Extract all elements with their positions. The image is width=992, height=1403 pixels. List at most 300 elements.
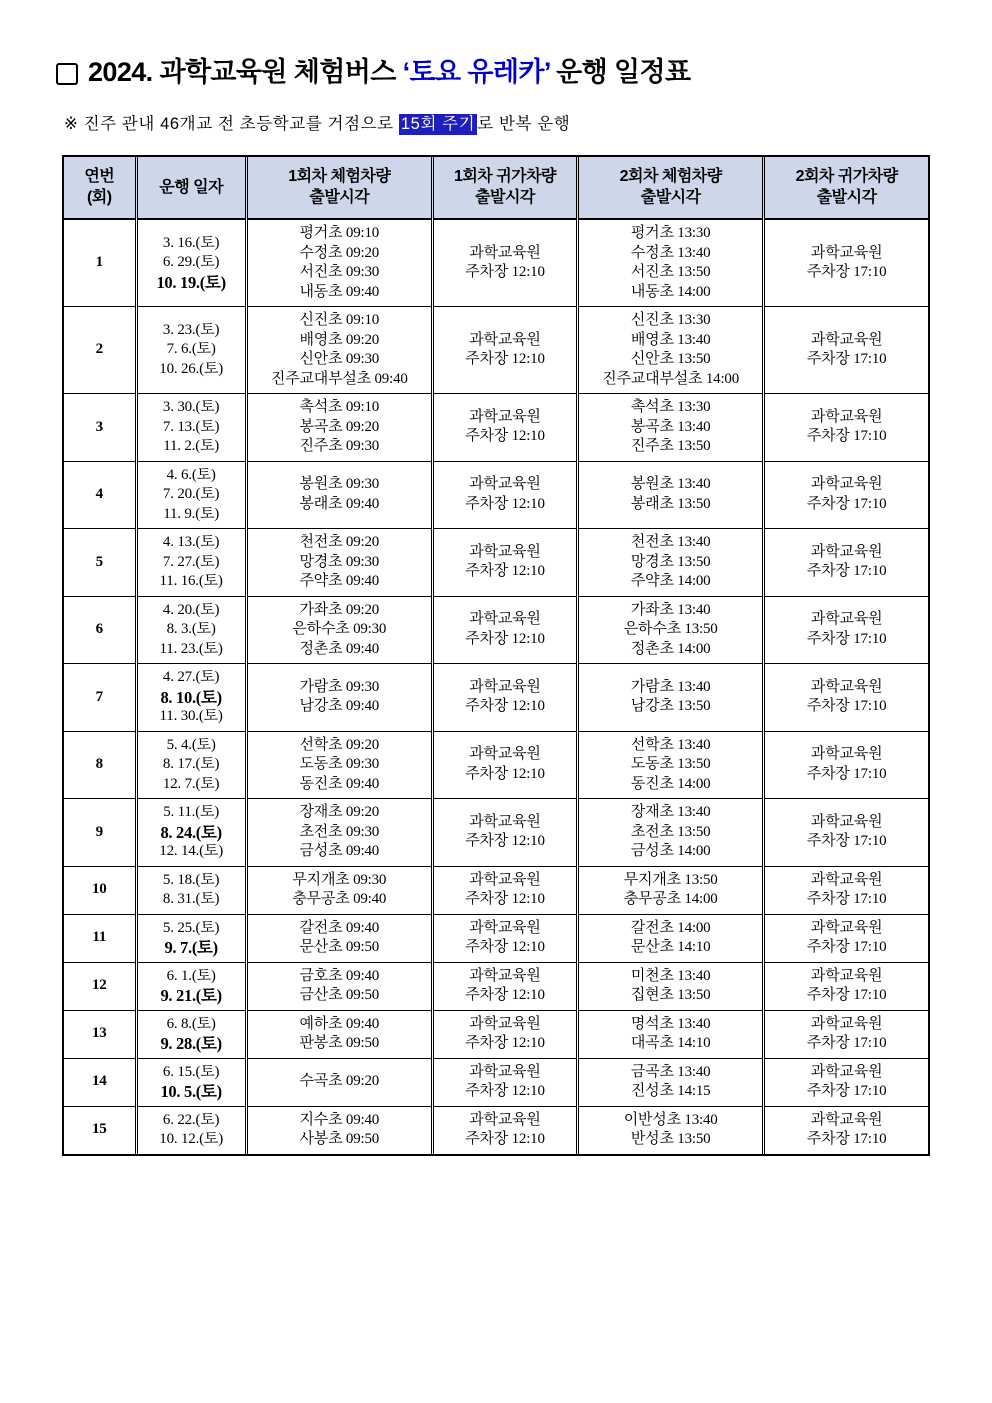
trip1-departure-line: 서진초 09:30 bbox=[299, 264, 380, 280]
trip1-departure-line: 신안초 09:30 bbox=[299, 351, 380, 367]
operation-dates bbox=[136, 1106, 246, 1154]
trip1-departure bbox=[246, 307, 432, 394]
row-number: 3 bbox=[64, 394, 136, 462]
column-header-line2: 출발시각 bbox=[475, 189, 535, 206]
trip1-departure-line: 갈전초 09:40 bbox=[299, 919, 380, 936]
trip2-departure-line: 배영초 13:40 bbox=[630, 331, 711, 348]
column-header-line1: 1회차 체험차량 bbox=[288, 168, 391, 185]
trip1-departure bbox=[246, 596, 432, 664]
trip2-return-line: 과학교육원 bbox=[810, 678, 883, 695]
operation-date: 6. 29.(토) bbox=[162, 254, 220, 271]
trip1-departure-line: 봉곡초 09:20 bbox=[299, 418, 380, 435]
trip1-return-line: 주차장 12:10 bbox=[465, 428, 545, 445]
trip2-return bbox=[764, 731, 928, 799]
operation-date: 3. 30.(토) bbox=[162, 399, 220, 415]
trip2-departure bbox=[578, 461, 764, 529]
trip1-return-line: 과학교육원 bbox=[469, 543, 541, 560]
trip2-return-line: 주차장 17:10 bbox=[806, 891, 887, 907]
trip1-departure-line: 평거초 09:10 bbox=[299, 225, 380, 241]
operation-date: 8. 17.(토) bbox=[162, 756, 220, 772]
operation-date: 10. 19.(토) bbox=[156, 272, 226, 292]
trip2-departure bbox=[578, 1106, 764, 1154]
operation-date: 11. 9.(토) bbox=[163, 505, 220, 522]
trip1-departure-line: 장재초 09:20 bbox=[299, 804, 380, 820]
operation-date: 5. 18.(토) bbox=[162, 871, 220, 888]
trip1-return-line: 과학교육원 bbox=[469, 746, 541, 763]
row-number: 9 bbox=[64, 799, 136, 867]
table-row bbox=[64, 962, 928, 1010]
trip1-return bbox=[432, 1106, 577, 1154]
operation-dates bbox=[136, 461, 246, 529]
trip2-departure-line: 진주초 13:50 bbox=[630, 438, 711, 454]
trip2-departure bbox=[578, 866, 764, 914]
trip2-departure-line: 남강초 13:50 bbox=[630, 698, 711, 715]
trip2-return-line: 주차장 17:10 bbox=[806, 698, 887, 715]
title-suffix: 운행 일정표 bbox=[549, 57, 691, 87]
trip2-departure bbox=[578, 307, 764, 394]
trip1-return-line: 주차장 12:10 bbox=[465, 1131, 545, 1147]
trip2-departure-line: 내동초 14:00 bbox=[630, 283, 711, 300]
trip2-return-line: 주차장 17:10 bbox=[806, 1083, 887, 1099]
trip1-departure-line: 동진초 09:40 bbox=[299, 775, 380, 792]
trip2-return-line: 주차장 17:10 bbox=[806, 939, 887, 955]
trip1-departure bbox=[246, 1058, 432, 1106]
operation-dates bbox=[136, 866, 246, 914]
trip1-return-line: 주차장 12:10 bbox=[465, 1083, 545, 1099]
trip1-departure-line: 정촌초 09:40 bbox=[299, 640, 380, 657]
table-row bbox=[64, 307, 928, 394]
operation-date: 7. 27.(토) bbox=[162, 553, 220, 570]
trip2-departure-line: 신안초 13:50 bbox=[630, 351, 711, 367]
trip1-return-line: 주차장 12:10 bbox=[465, 765, 545, 782]
trip1-departure-line: 예하초 09:40 bbox=[299, 1015, 380, 1032]
trip1-return-line: 주차장 12:10 bbox=[465, 351, 545, 367]
trip2-return-line: 과학교육원 bbox=[810, 746, 883, 763]
trip2-departure-line: 대곡초 14:10 bbox=[630, 1035, 711, 1051]
trip1-departure-line: 수곡초 09:20 bbox=[299, 1073, 380, 1090]
column-header-line2: 출발시각 bbox=[640, 189, 701, 206]
operation-date: 6. 8.(토) bbox=[166, 1015, 216, 1032]
operation-date: 10. 12.(토) bbox=[159, 1131, 223, 1147]
trip1-return-line: 주차장 12:10 bbox=[465, 987, 545, 1003]
trip1-return bbox=[432, 529, 577, 597]
trip2-return-line: 주차장 17:10 bbox=[806, 428, 887, 445]
trip1-departure bbox=[246, 914, 432, 962]
trip2-return-line: 주차장 17:10 bbox=[806, 351, 887, 367]
row-number: 12 bbox=[64, 962, 136, 1010]
column-header-0 bbox=[64, 157, 136, 219]
page-title-text bbox=[88, 56, 690, 88]
trip1-departure-line: 초전초 09:30 bbox=[299, 823, 380, 840]
trip1-return bbox=[432, 962, 577, 1010]
subtitle-highlight: 15회 주기 bbox=[400, 115, 476, 133]
operation-date: 10. 5.(토) bbox=[160, 1082, 222, 1101]
trip1-departure bbox=[246, 1010, 432, 1058]
trip1-departure bbox=[246, 731, 432, 799]
table-row bbox=[64, 914, 928, 962]
trip2-departure-line: 선학초 13:40 bbox=[630, 736, 711, 753]
trip2-return bbox=[764, 664, 928, 732]
trip2-departure-line: 촉석초 13:30 bbox=[630, 399, 711, 415]
row-number: 13 bbox=[64, 1010, 136, 1058]
trip2-departure bbox=[578, 394, 764, 462]
trip2-return bbox=[764, 866, 928, 914]
column-header-4 bbox=[578, 157, 764, 219]
trip1-return bbox=[432, 731, 577, 799]
trip1-departure-line: 판봉초 09:50 bbox=[299, 1035, 380, 1051]
trip1-return-line: 과학교육원 bbox=[469, 331, 541, 348]
trip1-departure bbox=[246, 664, 432, 732]
trip2-return-line: 주차장 17:10 bbox=[806, 495, 887, 512]
trip2-return-line: 과학교육원 bbox=[810, 611, 883, 628]
trip1-departure bbox=[246, 461, 432, 529]
trip1-return-line: 과학교육원 bbox=[469, 1111, 541, 1128]
trip1-return-line: 과학교육원 bbox=[469, 871, 541, 888]
trip2-return-line: 과학교육원 bbox=[810, 476, 883, 493]
trip1-departure-line: 은하수초 09:30 bbox=[292, 621, 387, 637]
page-title bbox=[56, 56, 690, 88]
trip1-departure-line: 망경초 09:30 bbox=[299, 553, 380, 570]
trip2-departure-line: 정촌초 14:00 bbox=[630, 640, 711, 657]
table-header bbox=[64, 157, 928, 219]
trip2-return bbox=[764, 799, 928, 867]
operation-dates bbox=[136, 307, 246, 394]
trip2-departure-line: 가좌초 13:40 bbox=[630, 601, 711, 618]
trip2-departure bbox=[578, 1058, 764, 1106]
trip2-departure bbox=[578, 731, 764, 799]
operation-date: 3. 23.(토) bbox=[162, 321, 220, 338]
trip2-departure-line: 진주교대부설초 14:00 bbox=[602, 370, 740, 387]
trip1-return bbox=[432, 799, 577, 867]
column-header-line2: 출발시각 bbox=[816, 189, 877, 206]
trip1-return-line: 과학교육원 bbox=[469, 919, 541, 936]
row-number: 5 bbox=[64, 529, 136, 597]
trip2-departure bbox=[578, 219, 764, 307]
operation-dates bbox=[136, 1010, 246, 1058]
trip2-return-line: 과학교육원 bbox=[810, 1063, 883, 1080]
table-row bbox=[64, 799, 928, 867]
operation-date: 6. 15.(토) bbox=[162, 1063, 220, 1080]
trip1-return bbox=[432, 914, 577, 962]
trip1-departure bbox=[246, 394, 432, 462]
trip2-return bbox=[764, 394, 928, 462]
trip2-return bbox=[764, 1058, 928, 1106]
trip1-departure-line: 가좌초 09:20 bbox=[299, 601, 380, 618]
trip2-departure-line: 진성초 14:15 bbox=[630, 1083, 711, 1099]
trip1-return bbox=[432, 461, 577, 529]
table-body bbox=[64, 219, 928, 1154]
trip1-return-line: 과학교육원 bbox=[469, 408, 541, 425]
operation-date: 12. 14.(토) bbox=[159, 843, 223, 859]
trip2-return-line: 과학교육원 bbox=[810, 543, 883, 560]
trip1-departure-line: 충무공초 09:40 bbox=[292, 891, 387, 907]
operation-dates bbox=[136, 1058, 246, 1106]
column-header-line1: 1회차 귀가차량 bbox=[453, 168, 557, 185]
column-header-line1: 2회차 체험차량 bbox=[619, 168, 722, 185]
trip1-return bbox=[432, 1010, 577, 1058]
trip1-departure-line: 무지개초 09:30 bbox=[292, 871, 387, 888]
trip1-return-line: 과학교육원 bbox=[469, 678, 541, 695]
trip1-return-line: 주차장 12:10 bbox=[465, 630, 545, 647]
trip2-departure-line: 봉원초 13:40 bbox=[630, 476, 711, 493]
operation-date: 4. 6.(토) bbox=[166, 466, 216, 483]
trip1-departure-line: 진주초 09:30 bbox=[299, 438, 380, 454]
table-row bbox=[64, 1010, 928, 1058]
title-prefix: 2024. 과학교육원 체험버스 bbox=[88, 57, 403, 87]
trip2-departure-line: 주약초 14:00 bbox=[630, 573, 711, 589]
trip2-return bbox=[764, 461, 928, 529]
operation-date: 6. 1.(토) bbox=[166, 967, 216, 984]
subtitle-before: ※ 진주 관내 46개교 전 초등학교를 거점으로 bbox=[64, 115, 399, 133]
operation-date: 8. 24.(토) bbox=[160, 822, 222, 842]
trip2-departure bbox=[578, 596, 764, 664]
trip1-return-line: 주차장 12:10 bbox=[465, 891, 545, 907]
trip1-departure-line: 가람초 09:30 bbox=[299, 678, 380, 695]
trip1-return bbox=[432, 866, 577, 914]
trip1-departure bbox=[246, 799, 432, 867]
trip2-return bbox=[764, 596, 928, 664]
trip1-return-line: 과학교육원 bbox=[469, 476, 541, 493]
operation-date: 4. 20.(토) bbox=[162, 601, 220, 618]
subtitle-after: 로 반복 운행 bbox=[477, 115, 571, 133]
trip1-return-line: 주차장 12:10 bbox=[465, 939, 545, 955]
operation-dates bbox=[136, 394, 246, 462]
trip1-departure-line: 금성초 09:40 bbox=[299, 843, 380, 859]
trip2-return-line: 주차장 17:10 bbox=[806, 630, 887, 647]
table-row bbox=[64, 596, 928, 664]
trip1-return bbox=[432, 394, 577, 462]
trip2-departure-line: 평거초 13:30 bbox=[630, 225, 711, 241]
trip2-departure-line: 수정초 13:40 bbox=[630, 244, 711, 261]
trip1-departure-line: 선학초 09:20 bbox=[299, 736, 380, 753]
trip2-return bbox=[764, 962, 928, 1010]
row-number: 6 bbox=[64, 596, 136, 664]
column-header-line2: 출발시각 bbox=[309, 189, 370, 206]
operation-date: 11. 16.(토) bbox=[159, 573, 223, 589]
trip2-return-line: 주차장 17:10 bbox=[806, 264, 887, 280]
trip2-departure-line: 장재초 13:40 bbox=[630, 804, 711, 820]
operation-dates bbox=[136, 731, 246, 799]
operation-date: 10. 26.(토) bbox=[159, 360, 223, 377]
trip2-return bbox=[764, 307, 928, 394]
trip2-departure-line: 도동초 13:50 bbox=[630, 756, 711, 772]
trip1-departure-line: 금산초 09:50 bbox=[299, 987, 380, 1003]
operation-date: 5. 25.(토) bbox=[162, 919, 220, 936]
trip1-return-line: 주차장 12:10 bbox=[465, 1035, 545, 1051]
column-header-line1: 운행 일자 bbox=[159, 178, 224, 196]
trip1-departure-line: 촉석초 09:10 bbox=[299, 399, 380, 415]
trip2-departure-line: 충무공초 14:00 bbox=[623, 891, 718, 907]
trip1-return-line: 과학교육원 bbox=[469, 813, 541, 830]
trip1-departure bbox=[246, 1106, 432, 1154]
title-accent: ‘토요 유레카’ bbox=[402, 57, 550, 87]
trip2-departure bbox=[578, 914, 764, 962]
trip1-return-line: 과학교육원 bbox=[469, 967, 541, 984]
trip2-return bbox=[764, 1010, 928, 1058]
column-header-2 bbox=[246, 157, 432, 219]
trip2-return-line: 과학교육원 bbox=[810, 244, 883, 261]
trip1-departure bbox=[246, 866, 432, 914]
trip2-return-line: 주차장 17:10 bbox=[806, 765, 887, 782]
trip2-departure-line: 서진초 13:50 bbox=[630, 264, 711, 280]
trip2-return bbox=[764, 1106, 928, 1154]
trip1-return-line: 주차장 12:10 bbox=[465, 833, 545, 850]
table-row bbox=[64, 529, 928, 597]
trip1-departure-line: 도동초 09:30 bbox=[299, 756, 380, 772]
table-row bbox=[64, 866, 928, 914]
row-number: 7 bbox=[64, 664, 136, 732]
trip1-return-line: 주차장 12:10 bbox=[465, 698, 545, 715]
trip2-return-line: 과학교육원 bbox=[810, 1111, 883, 1128]
operation-date: 5. 4.(토) bbox=[166, 736, 216, 753]
trip1-departure bbox=[246, 962, 432, 1010]
operation-date: 6. 22.(토) bbox=[162, 1111, 220, 1128]
trip1-departure-line: 금호초 09:40 bbox=[299, 967, 380, 984]
table-header-row bbox=[64, 157, 928, 219]
schedule-table bbox=[64, 157, 928, 1154]
trip2-departure bbox=[578, 664, 764, 732]
trip2-departure-line: 반성초 13:50 bbox=[630, 1131, 711, 1147]
operation-dates bbox=[136, 664, 246, 732]
table-row bbox=[64, 1106, 928, 1154]
operation-date: 9. 28.(토) bbox=[160, 1034, 222, 1053]
trip1-return-line: 주차장 12:10 bbox=[465, 264, 545, 280]
trip2-departure-line: 초전초 13:50 bbox=[630, 823, 711, 840]
empty-square-icon bbox=[56, 63, 78, 85]
table-row bbox=[64, 394, 928, 462]
trip2-departure-line: 금곡초 13:40 bbox=[630, 1063, 711, 1080]
row-number: 8 bbox=[64, 731, 136, 799]
table-row bbox=[64, 461, 928, 529]
trip1-return-line: 과학교육원 bbox=[469, 244, 541, 261]
trip2-return-line: 주차장 17:10 bbox=[806, 563, 887, 580]
trip1-return bbox=[432, 664, 577, 732]
trip2-departure-line: 집현초 13:50 bbox=[630, 987, 711, 1003]
operation-dates bbox=[136, 962, 246, 1010]
trip1-departure-line: 진주교대부설초 09:40 bbox=[270, 370, 408, 387]
operation-date: 4. 27.(토) bbox=[162, 669, 220, 685]
trip2-return bbox=[764, 219, 928, 307]
trip2-departure bbox=[578, 799, 764, 867]
trip2-return-line: 과학교육원 bbox=[810, 1015, 883, 1032]
operation-date: 9. 7.(토) bbox=[164, 938, 218, 957]
column-header-3 bbox=[432, 157, 577, 219]
trip2-return-line: 주차장 17:10 bbox=[806, 987, 887, 1003]
trip2-departure bbox=[578, 1010, 764, 1058]
trip1-departure-line: 봉래초 09:40 bbox=[299, 495, 380, 512]
trip1-return bbox=[432, 307, 577, 394]
operation-date: 3. 16.(토) bbox=[162, 234, 220, 251]
trip1-departure-line: 남강초 09:40 bbox=[299, 698, 380, 715]
trip2-departure-line: 갈전초 14:00 bbox=[630, 919, 711, 936]
table-row bbox=[64, 1058, 928, 1106]
trip2-departure-line: 동진초 14:00 bbox=[630, 775, 711, 792]
trip1-departure-line: 배영초 09:20 bbox=[299, 331, 380, 348]
trip2-return-line: 과학교육원 bbox=[810, 919, 883, 936]
operation-date: 9. 21.(토) bbox=[160, 986, 222, 1005]
trip1-departure-line: 신진초 09:10 bbox=[299, 312, 380, 328]
operation-date: 8. 3.(토) bbox=[166, 621, 216, 637]
trip2-return-line: 주차장 17:10 bbox=[806, 833, 887, 850]
trip1-departure-line: 주약초 09:40 bbox=[299, 573, 380, 589]
operation-dates bbox=[136, 914, 246, 962]
operation-date: 11. 30.(토) bbox=[159, 708, 223, 724]
trip2-departure-line: 이반성초 13:40 bbox=[623, 1111, 718, 1128]
trip1-departure-line: 문산초 09:50 bbox=[299, 939, 380, 955]
operation-date: 11. 2.(토) bbox=[163, 438, 220, 454]
trip1-return-line: 과학교육원 bbox=[469, 1063, 541, 1080]
table-row bbox=[64, 731, 928, 799]
trip2-departure-line: 금성초 14:00 bbox=[630, 843, 711, 859]
trip1-departure-line: 내동초 09:40 bbox=[299, 283, 380, 300]
trip2-departure-line: 망경초 13:50 bbox=[630, 553, 711, 570]
trip2-departure-line: 명석초 13:40 bbox=[630, 1015, 711, 1032]
trip1-return bbox=[432, 219, 577, 307]
trip2-return-line: 과학교육원 bbox=[810, 813, 883, 830]
trip2-departure-line: 봉래초 13:50 bbox=[630, 495, 711, 512]
trip2-return-line: 과학교육원 bbox=[810, 967, 883, 984]
trip2-return-line: 주차장 17:10 bbox=[806, 1035, 887, 1051]
subtitle-note bbox=[64, 113, 570, 135]
trip1-return bbox=[432, 596, 577, 664]
row-number: 11 bbox=[64, 914, 136, 962]
trip2-departure-line: 은하수초 13:50 bbox=[623, 621, 718, 637]
trip1-departure-line: 수정초 09:20 bbox=[299, 244, 380, 261]
row-number: 14 bbox=[64, 1058, 136, 1106]
table-row bbox=[64, 219, 928, 307]
trip2-departure-line: 천전초 13:40 bbox=[630, 534, 711, 550]
trip2-departure-line: 문산초 14:10 bbox=[630, 939, 711, 955]
trip2-departure-line: 미천초 13:40 bbox=[630, 967, 711, 984]
trip1-return-line: 주차장 12:10 bbox=[465, 563, 545, 580]
operation-date: 7. 6.(토) bbox=[166, 341, 216, 358]
operation-date: 5. 11.(토) bbox=[163, 804, 220, 820]
trip2-return-line: 주차장 17:10 bbox=[806, 1131, 887, 1147]
trip1-return-line: 주차장 12:10 bbox=[465, 495, 545, 512]
trip2-departure-line: 신진초 13:30 bbox=[630, 312, 711, 328]
trip1-return-line: 과학교육원 bbox=[469, 1015, 541, 1032]
row-number: 1 bbox=[64, 219, 136, 307]
trip2-return-line: 과학교육원 bbox=[810, 408, 883, 425]
column-header-line1: 2회차 귀가차량 bbox=[795, 168, 898, 185]
column-header-5 bbox=[764, 157, 928, 219]
operation-dates bbox=[136, 799, 246, 867]
column-header-line2: (회) bbox=[86, 189, 112, 206]
trip1-departure bbox=[246, 219, 432, 307]
operation-date: 8. 10.(토) bbox=[160, 687, 222, 707]
trip2-departure bbox=[578, 529, 764, 597]
row-number: 2 bbox=[64, 307, 136, 394]
trip1-departure-line: 천전초 09:20 bbox=[299, 534, 380, 550]
trip2-return bbox=[764, 914, 928, 962]
operation-dates bbox=[136, 529, 246, 597]
trip1-departure-line: 봉원초 09:30 bbox=[299, 476, 380, 493]
operation-dates bbox=[136, 596, 246, 664]
operation-dates bbox=[136, 219, 246, 307]
trip2-departure-line: 무지개초 13:50 bbox=[623, 871, 718, 888]
trip1-return bbox=[432, 1058, 577, 1106]
column-header-line1: 연번 bbox=[84, 168, 115, 185]
trip2-departure bbox=[578, 962, 764, 1010]
operation-date: 12. 7.(토) bbox=[162, 775, 220, 792]
column-header-1 bbox=[136, 157, 246, 219]
trip1-return-line: 과학교육원 bbox=[469, 611, 541, 628]
trip1-departure bbox=[246, 529, 432, 597]
operation-date: 8. 31.(토) bbox=[162, 891, 220, 907]
trip2-return-line: 과학교육원 bbox=[810, 871, 883, 888]
operation-date: 11. 23.(토) bbox=[159, 640, 223, 657]
trip2-departure-line: 가람초 13:40 bbox=[630, 678, 711, 695]
